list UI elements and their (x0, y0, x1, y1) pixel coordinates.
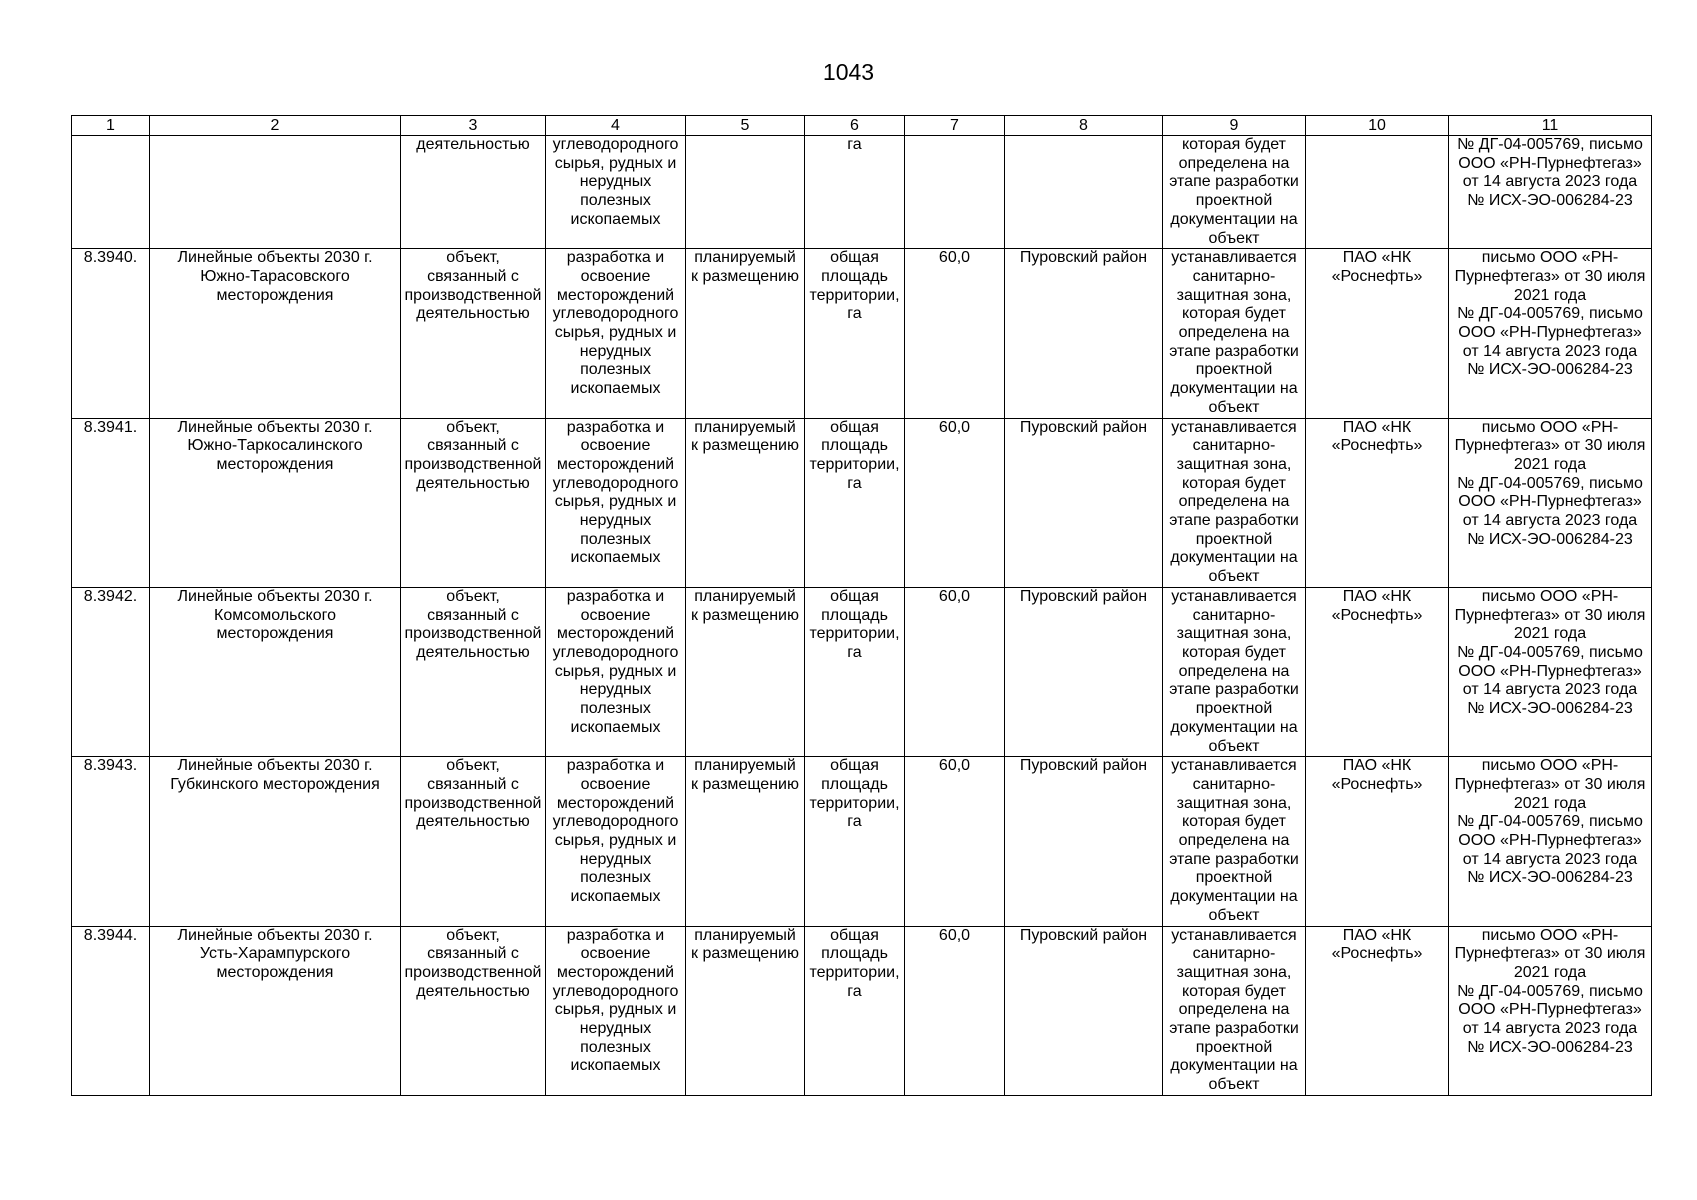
column-header: 3 (401, 116, 546, 136)
object-name-cell: Линейные объекты 2030 г. Губкинского месторождения (150, 757, 401, 926)
table-cell (1005, 136, 1163, 249)
characteristic-cell: общая площадь территории, га (805, 249, 905, 418)
owner-cell: ПАО «НК «Роснефть» (1306, 757, 1449, 926)
value-cell: 60,0 (905, 249, 1005, 418)
zone-cell: устанавливается санитарно- защитная зона, которая будет определена на этапе разработки проектной документации на объект (1163, 757, 1306, 926)
column-header: 4 (546, 116, 686, 136)
row-number-cell: 8.3940. (72, 249, 150, 418)
purpose-cell: разработка и освоение месторождений углеводородного сырья, рудных и нерудных полезных ископаемых (546, 418, 686, 587)
location-cell: Пуровский район (1005, 757, 1163, 926)
status-cell: планируемый к размещению (686, 757, 805, 926)
column-header: 10 (1306, 116, 1449, 136)
table-cell (905, 136, 1005, 249)
column-header: 6 (805, 116, 905, 136)
source-cell: № ДГ-04-005769, письмо ООО «РН-Пурнефтегаз» от 14 августа 2023 года № ИСХ-ЭО-006284-23 (1449, 136, 1652, 249)
table-cell (72, 136, 150, 249)
table-row (72, 587, 1652, 756)
page-number: 1043 (822, 59, 875, 85)
object-name-cell: Линейные объекты 2030 г. Комсомольского месторождения (150, 587, 401, 756)
owner-cell: ПАО «НК «Роснефть» (1306, 249, 1449, 418)
purpose-cell: разработка и освоение месторождений углеводородного сырья, рудных и нерудных полезных ископаемых (546, 587, 686, 756)
zone-cell: устанавливается санитарно- защитная зона, которая будет определена на этапе разработки проектной документации на объект (1163, 249, 1306, 418)
zone-cell: которая будет определена на этапе разработки проектной документации на объект (1163, 136, 1306, 249)
table-body (72, 136, 1652, 1096)
object-name-cell: Линейные объекты 2030 г. Усть-Харампурского месторождения (150, 926, 401, 1095)
row-number-cell: 8.3943. (72, 757, 150, 926)
characteristic-cell: общая площадь территории, га (805, 587, 905, 756)
source-cell: письмо ООО «РН- Пурнефтегаз» от 30 июля 2021 года № ДГ-04-005769, письмо ООО «РН-Пурнефтегаз» от 14 августа 2023 года № ИСХ-ЭО-006284-23 (1449, 249, 1652, 418)
continuation-row (72, 136, 1652, 249)
column-header: 5 (686, 116, 805, 136)
table-cell (686, 136, 805, 249)
source-cell: письмо ООО «РН- Пурнефтегаз» от 30 июля 2021 года № ДГ-04-005769, письмо ООО «РН-Пурнефтегаз» от 14 августа 2023 года № ИСХ-ЭО-006284-23 (1449, 587, 1652, 756)
table-row (72, 926, 1652, 1095)
zone-cell: устанавливается санитарно- защитная зона, которая будет определена на этапе разработки проектной документации на объект (1163, 926, 1306, 1095)
table-row (72, 757, 1652, 926)
column-header: 7 (905, 116, 1005, 136)
owner-cell: ПАО «НК «Роснефть» (1306, 418, 1449, 587)
value-cell: 60,0 (905, 418, 1005, 587)
object-type-cell: объект, связанный с производственной деятельностью (401, 757, 546, 926)
object-type-cell: объект, связанный с производственной деятельностью (401, 926, 546, 1095)
value-cell: 60,0 (905, 926, 1005, 1095)
characteristic-cell: общая площадь территории, га (805, 757, 905, 926)
value-cell: 60,0 (905, 757, 1005, 926)
object-type-cell: объект, связанный с производственной деятельностью (401, 418, 546, 587)
status-cell: планируемый к размещению (686, 587, 805, 756)
purpose-cell: разработка и освоение месторождений углеводородного сырья, рудных и нерудных полезных ископаемых (546, 757, 686, 926)
table-row (72, 418, 1652, 587)
status-cell: планируемый к размещению (686, 418, 805, 587)
value-cell: 60,0 (905, 587, 1005, 756)
source-cell: письмо ООО «РН- Пурнефтегаз» от 30 июля 2021 года № ДГ-04-005769, письмо ООО «РН-Пурнефтегаз» от 14 августа 2023 года № ИСХ-ЭО-006284-23 (1449, 418, 1652, 587)
object-type-cell: объект, связанный с производственной деятельностью (401, 249, 546, 418)
source-cell: письмо ООО «РН- Пурнефтегаз» от 30 июля 2021 года № ДГ-04-005769, письмо ООО «РН-Пурнефтегаз» от 14 августа 2023 года № ИСХ-ЭО-006284-23 (1449, 757, 1652, 926)
column-header: 1 (72, 116, 150, 136)
column-header: 9 (1163, 116, 1306, 136)
column-header: 8 (1005, 116, 1163, 136)
table-row (72, 249, 1652, 418)
status-cell: планируемый к размещению (686, 249, 805, 418)
table-cell (1306, 136, 1449, 249)
registry-table (71, 115, 1652, 1096)
row-number-cell: 8.3941. (72, 418, 150, 587)
object-type-cell: объект, связанный с производственной деятельностью (401, 587, 546, 756)
row-number-cell: 8.3942. (72, 587, 150, 756)
zone-cell: устанавливается санитарно- защитная зона, которая будет определена на этапе разработки проектной документации на объект (1163, 418, 1306, 587)
column-header: 11 (1449, 116, 1652, 136)
table-cell (150, 136, 401, 249)
location-cell: Пуровский район (1005, 418, 1163, 587)
purpose-cell: разработка и освоение месторождений углеводородного сырья, рудных и нерудных полезных ископаемых (546, 249, 686, 418)
table-header (72, 116, 1652, 136)
row-number-cell: 8.3944. (72, 926, 150, 1095)
column-header: 2 (150, 116, 401, 136)
location-cell: Пуровский район (1005, 249, 1163, 418)
zone-cell: устанавливается санитарно- защитная зона, которая будет определена на этапе разработки проектной документации на объект (1163, 587, 1306, 756)
object-type-cell: деятельностью (401, 136, 546, 249)
object-name-cell: Линейные объекты 2030 г. Южно-Тарасовского месторождения (150, 249, 401, 418)
characteristic-cell: га (805, 136, 905, 249)
header-row (72, 116, 1652, 136)
characteristic-cell: общая площадь территории, га (805, 418, 905, 587)
owner-cell: ПАО «НК «Роснефть» (1306, 926, 1449, 1095)
purpose-cell: разработка и освоение месторождений углеводородного сырья, рудных и нерудных полезных ископаемых (546, 926, 686, 1095)
status-cell: планируемый к размещению (686, 926, 805, 1095)
location-cell: Пуровский район (1005, 926, 1163, 1095)
location-cell: Пуровский район (1005, 587, 1163, 756)
source-cell: письмо ООО «РН- Пурнефтегаз» от 30 июля 2021 года № ДГ-04-005769, письмо ООО «РН-Пурнефтегаз» от 14 августа 2023 года № ИСХ-ЭО-006284-23 (1449, 926, 1652, 1095)
owner-cell: ПАО «НК «Роснефть» (1306, 587, 1449, 756)
characteristic-cell: общая площадь территории, га (805, 926, 905, 1095)
purpose-cell: углеводородного сырья, рудных и нерудных полезных ископаемых (546, 136, 686, 249)
object-name-cell: Линейные объекты 2030 г. Южно-Таркосалинского месторождения (150, 418, 401, 587)
